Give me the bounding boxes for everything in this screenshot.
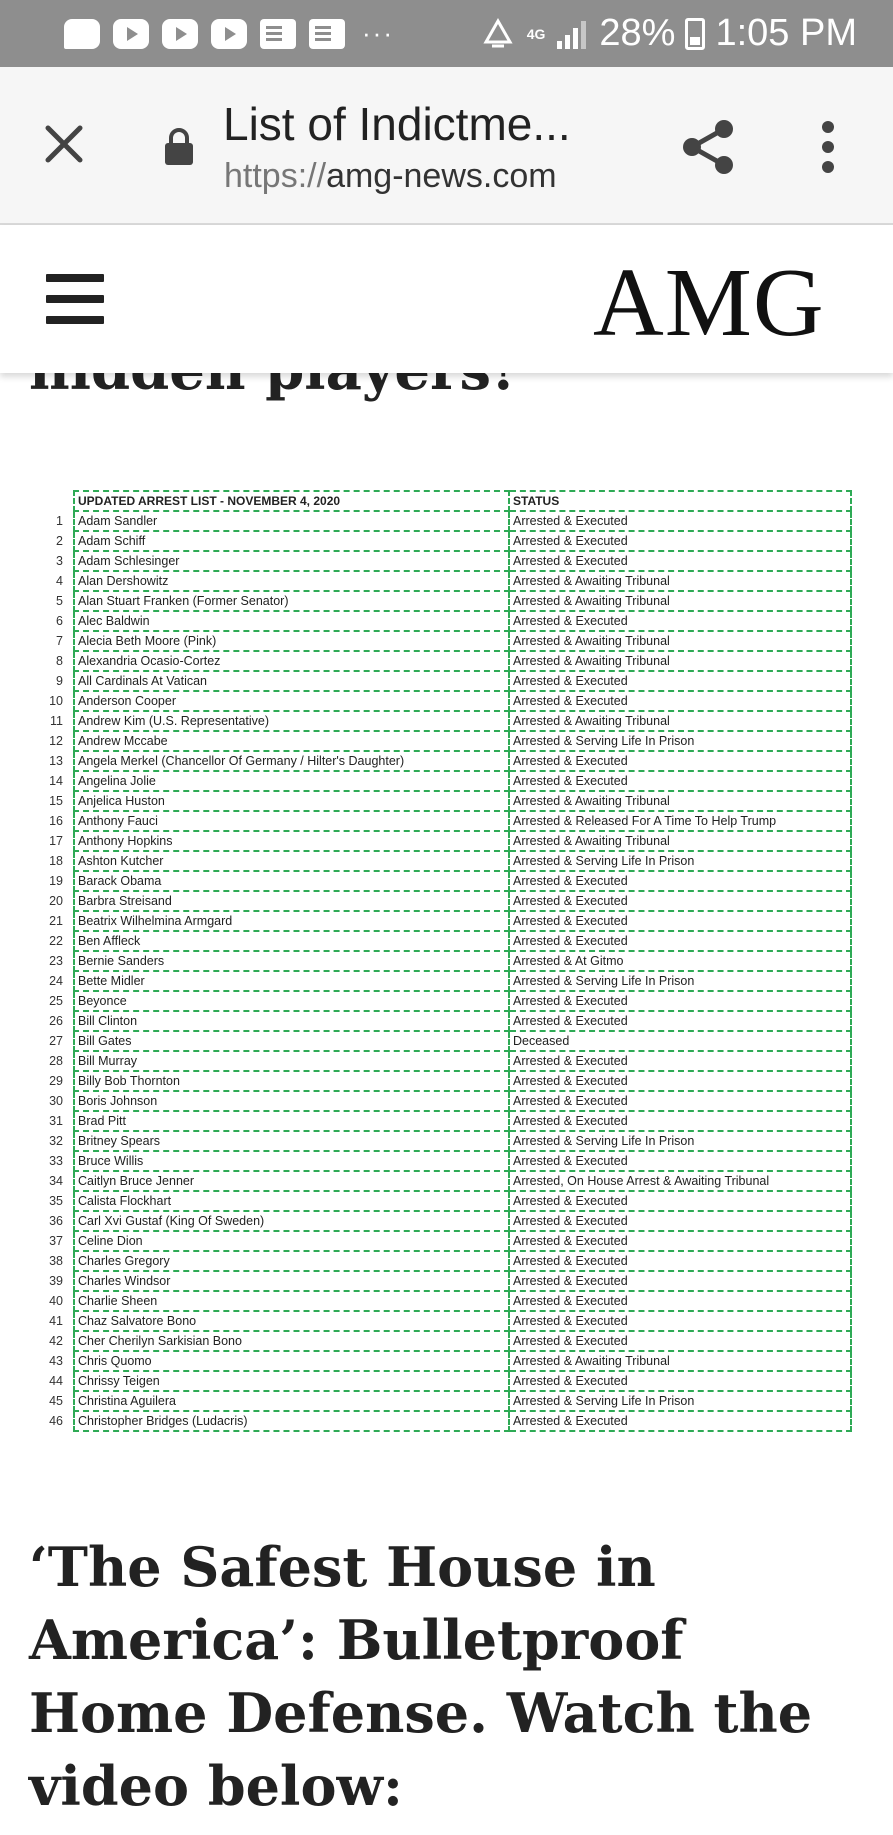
- table-row: [32, 511, 851, 531]
- row-status: Arrested & Executed: [509, 1311, 851, 1331]
- table-row: [32, 991, 851, 1011]
- article-heading: ‘The Safest House in America’: Bulletproof Home Defense. Watch the video below:: [29, 1535, 813, 1818]
- row-status: Arrested & Executed: [509, 1231, 851, 1251]
- row-name: Andrew Kim (U.S. Representative): [74, 711, 509, 731]
- row-name: Bill Gates: [74, 1031, 509, 1051]
- row-status: Arrested & Awaiting Tribunal: [509, 651, 851, 671]
- lock-icon: [162, 127, 196, 167]
- row-name: Celine Dion: [74, 1231, 509, 1251]
- row-name: Carl Xvi Gustaf (King Of Sweden): [74, 1211, 509, 1231]
- row-name: Beatrix Wilhelmina Armgard: [74, 911, 509, 931]
- row-status: Arrested & At Gitmo: [509, 951, 851, 971]
- row-name: Anthony Fauci: [74, 811, 509, 831]
- row-status: Arrested & Executed: [509, 1151, 851, 1171]
- row-status: Arrested & Awaiting Tribunal: [509, 1351, 851, 1371]
- row-number: 36: [49, 1214, 63, 1228]
- row-number: 14: [49, 774, 63, 788]
- row-name: Bette Midler: [74, 971, 509, 991]
- table-row: [32, 1331, 851, 1351]
- row-name: Barbra Streisand: [74, 891, 509, 911]
- row-name: Britney Spears: [74, 1131, 509, 1151]
- row-name: Ashton Kutcher: [74, 851, 509, 871]
- table-row: [32, 571, 851, 591]
- table-row: [32, 1031, 851, 1051]
- row-name: Anderson Cooper: [74, 691, 509, 711]
- row-number: 29: [49, 1074, 63, 1088]
- row-number: 43: [49, 1354, 63, 1368]
- site-logo[interactable]: AMG: [593, 249, 825, 357]
- battery-percent: 28%: [599, 12, 676, 54]
- row-number: 31: [49, 1114, 63, 1128]
- table-row: [32, 1011, 851, 1031]
- row-name: Adam Schlesinger: [74, 551, 509, 571]
- row-number: 8: [56, 654, 63, 668]
- row-status: Arrested & Executed: [509, 871, 851, 891]
- row-number: 32: [49, 1134, 63, 1148]
- row-number: 28: [49, 1054, 63, 1068]
- row-status: Arrested & Serving Life In Prison: [509, 851, 851, 871]
- system-status: [479, 0, 857, 67]
- row-number: 39: [49, 1274, 63, 1288]
- row-status: Arrested & Awaiting Tribunal: [509, 571, 851, 591]
- row-status: Arrested & Executed: [509, 1251, 851, 1271]
- row-status: Arrested & Executed: [509, 991, 851, 1011]
- row-status: Arrested & Executed: [509, 931, 851, 951]
- row-name: Alexandria Ocasio-Cortez: [74, 651, 509, 671]
- row-status: Arrested & Executed: [509, 771, 851, 791]
- table-row: [32, 551, 851, 571]
- row-number: 46: [49, 1414, 63, 1428]
- row-number: 7: [56, 634, 63, 648]
- table-row: [32, 771, 851, 791]
- youtube-icon: [211, 19, 247, 49]
- row-name: Angelina Jolie: [74, 771, 509, 791]
- row-status: Arrested & Executed: [509, 1011, 851, 1031]
- table-row: [32, 971, 851, 991]
- table-row: [32, 811, 851, 831]
- status-bar: [0, 0, 893, 67]
- row-name: Ben Affleck: [74, 931, 509, 951]
- row-name: Charles Gregory: [74, 1251, 509, 1271]
- row-status: Arrested & Executed: [509, 1111, 851, 1131]
- table-row: [32, 1091, 851, 1111]
- row-status: Arrested & Executed: [509, 1291, 851, 1311]
- row-status: Arrested & Awaiting Tribunal: [509, 631, 851, 651]
- row-name: Anthony Hopkins: [74, 831, 509, 851]
- row-number: 16: [49, 814, 63, 828]
- row-name: Bruce Willis: [74, 1151, 509, 1171]
- row-status: Arrested & Executed: [509, 1331, 851, 1351]
- row-status: Arrested & Executed: [509, 751, 851, 771]
- arrest-list-table: [32, 490, 852, 1432]
- row-status: Arrested & Executed: [509, 891, 851, 911]
- row-status: Arrested & Executed: [509, 1411, 851, 1431]
- row-name: Bill Murray: [74, 1051, 509, 1071]
- row-status: Arrested & Executed: [509, 551, 851, 571]
- row-number: 19: [49, 874, 63, 888]
- news-icon: [309, 19, 345, 49]
- row-status: Arrested & Serving Life In Prison: [509, 1391, 851, 1411]
- chat-icon: [64, 19, 100, 49]
- row-name: Caitlyn Bruce Jenner: [74, 1171, 509, 1191]
- row-number: 30: [49, 1094, 63, 1108]
- row-name: Calista Flockhart: [74, 1191, 509, 1211]
- row-status: Arrested & Executed: [509, 511, 851, 531]
- row-status: Arrested & Executed: [509, 611, 851, 631]
- table-row: [32, 531, 851, 551]
- row-status: Arrested & Serving Life In Prison: [509, 731, 851, 751]
- youtube-icon: [113, 19, 149, 49]
- table-row: [32, 1271, 851, 1291]
- table-row: [32, 631, 851, 651]
- notification-icons: [64, 18, 394, 49]
- table-row: [32, 651, 851, 671]
- table-row: [32, 851, 851, 871]
- table-row: [32, 951, 851, 971]
- row-name: Adam Schiff: [74, 531, 509, 551]
- url-host: amg-news.com: [326, 157, 557, 195]
- table-row: [32, 1311, 851, 1331]
- row-status: Arrested & Executed: [509, 1211, 851, 1231]
- row-name: Charlie Sheen: [74, 1291, 509, 1311]
- more-vert-icon[interactable]: [816, 119, 840, 175]
- row-name: Cher Cherilyn Sarkisian Bono: [74, 1331, 509, 1351]
- table-row: [32, 1071, 851, 1091]
- table-row: [32, 1191, 851, 1211]
- row-name: Alan Stuart Franken (Former Senator): [74, 591, 509, 611]
- hamburger-menu-icon[interactable]: [46, 274, 106, 324]
- row-name: Charles Windsor: [74, 1271, 509, 1291]
- row-name: Alecia Beth Moore (Pink): [74, 631, 509, 651]
- table-row: [32, 1371, 851, 1391]
- row-status: Arrested & Released For A Time To Help Trump: [509, 811, 851, 831]
- row-status: Arrested & Serving Life In Prison: [509, 971, 851, 991]
- row-name: Chrissy Teigen: [74, 1371, 509, 1391]
- signal-icon: [555, 19, 589, 49]
- row-number: 24: [49, 974, 63, 988]
- row-number: [32, 491, 74, 511]
- row-status: Arrested & Executed: [509, 1191, 851, 1211]
- network-type-label: 4G: [526, 25, 546, 42]
- table-row: [32, 1131, 851, 1151]
- row-status: Arrested & Executed: [509, 1271, 851, 1291]
- row-number: 23: [49, 954, 63, 968]
- row-name: Anjelica Huston: [74, 791, 509, 811]
- row-number: 22: [49, 934, 63, 948]
- table-row: [32, 1231, 851, 1251]
- table-row: [32, 1291, 851, 1311]
- table-row: [32, 1211, 851, 1231]
- row-name: All Cardinals At Vatican: [74, 671, 509, 691]
- row-status: Arrested & Awaiting Tribunal: [509, 591, 851, 611]
- row-number: 34: [49, 1174, 63, 1188]
- close-icon[interactable]: [42, 122, 86, 166]
- table-row: [32, 1171, 851, 1191]
- youtube-icon: [162, 19, 198, 49]
- row-number: 3: [56, 554, 63, 568]
- table-row: [32, 791, 851, 811]
- row-status: Arrested & Executed: [509, 1371, 851, 1391]
- row-status: Arrested, On House Arrest & Awaiting Tribunal: [509, 1171, 851, 1191]
- row-number: 35: [49, 1194, 63, 1208]
- table-row: [32, 1391, 851, 1411]
- recycle-icon: [479, 18, 517, 50]
- row-number: 41: [49, 1314, 63, 1328]
- table-row: [32, 831, 851, 851]
- row-status: Arrested & Serving Life In Prison: [509, 1131, 851, 1151]
- table-row: [32, 611, 851, 631]
- header-name: UPDATED ARREST LIST - NOVEMBER 4, 2020: [74, 491, 509, 511]
- row-number: 13: [49, 754, 63, 768]
- row-number: 12: [49, 734, 63, 748]
- page-title: List of Indictme...: [223, 98, 571, 150]
- table-row: [32, 1111, 851, 1131]
- row-name: Barack Obama: [74, 871, 509, 891]
- row-name: Chaz Salvatore Bono: [74, 1311, 509, 1331]
- row-number: 18: [49, 854, 63, 868]
- table-row: [32, 731, 851, 751]
- row-name: Adam Sandler: [74, 511, 509, 531]
- header-status: STATUS: [509, 491, 851, 511]
- table-row: [32, 711, 851, 731]
- row-status: Arrested & Executed: [509, 911, 851, 931]
- row-status: Arrested & Awaiting Tribunal: [509, 831, 851, 851]
- row-name: Alec Baldwin: [74, 611, 509, 631]
- row-number: 15: [49, 794, 63, 808]
- table-row: [32, 871, 851, 891]
- row-name: Bernie Sanders: [74, 951, 509, 971]
- row-status: Arrested & Executed: [509, 691, 851, 711]
- row-status: Arrested & Executed: [509, 1091, 851, 1111]
- clock: 1:05 PM: [715, 12, 857, 54]
- row-name: Christina Aguilera: [74, 1391, 509, 1411]
- row-number: 25: [49, 994, 63, 1008]
- row-number: 45: [49, 1394, 63, 1408]
- more-notifications-icon: ···: [362, 18, 394, 48]
- arrest-list-image: [32, 490, 852, 1432]
- table-row: [32, 1351, 851, 1371]
- row-status: Arrested & Executed: [509, 531, 851, 551]
- row-number: 33: [49, 1154, 63, 1168]
- row-number: 37: [49, 1234, 63, 1248]
- row-name: Brad Pitt: [74, 1111, 509, 1131]
- row-number: 1: [56, 514, 63, 528]
- url-scheme: https://: [224, 157, 327, 195]
- row-number: 6: [56, 614, 63, 628]
- row-name: Boris Johnson: [74, 1091, 509, 1111]
- row-name: Beyonce: [74, 991, 509, 1011]
- table-row: [32, 591, 851, 611]
- site-header: [0, 225, 893, 373]
- row-number: 17: [49, 834, 63, 848]
- row-number: 40: [49, 1294, 63, 1308]
- article-content: [0, 373, 893, 1835]
- row-number: 5: [56, 594, 63, 608]
- share-icon[interactable]: [680, 117, 736, 177]
- row-status: Arrested & Awaiting Tribunal: [509, 711, 851, 731]
- row-number: 21: [49, 914, 63, 928]
- row-number: 9: [56, 674, 63, 688]
- row-number: 27: [49, 1034, 63, 1048]
- row-number: 4: [56, 574, 63, 588]
- row-name: Chris Quomo: [74, 1351, 509, 1371]
- battery-icon: [685, 18, 705, 50]
- row-number: 2: [56, 534, 63, 548]
- row-number: 11: [50, 714, 63, 728]
- table-row: [32, 1051, 851, 1071]
- row-number: 26: [49, 1014, 63, 1028]
- row-name: Christopher Bridges (Ludacris): [74, 1411, 509, 1431]
- table-row: [32, 1251, 851, 1271]
- table-row: [32, 671, 851, 691]
- row-name: Angela Merkel (Chancellor Of Germany / Hilter's Daughter): [74, 751, 509, 771]
- table-row: [32, 751, 851, 771]
- row-number: 44: [49, 1374, 63, 1388]
- row-status: Arrested & Executed: [509, 671, 851, 691]
- page-url[interactable]: [224, 157, 557, 196]
- news-icon: [260, 19, 296, 49]
- row-number: 42: [49, 1334, 63, 1348]
- row-name: Billy Bob Thornton: [74, 1071, 509, 1091]
- row-status: Arrested & Executed: [509, 1071, 851, 1091]
- row-status: Arrested & Executed: [509, 1051, 851, 1071]
- table-row: [32, 691, 851, 711]
- table-row: [32, 931, 851, 951]
- table-row: [32, 1411, 851, 1431]
- row-number: 38: [49, 1254, 63, 1268]
- table-row: [32, 911, 851, 931]
- row-name: Alan Dershowitz: [74, 571, 509, 591]
- row-number: 20: [49, 894, 63, 908]
- table-row: [32, 891, 851, 911]
- table-row: [32, 1151, 851, 1171]
- table-header-row: [32, 491, 851, 511]
- row-name: Andrew Mccabe: [74, 731, 509, 751]
- browser-toolbar: [0, 67, 893, 225]
- row-status: Deceased: [509, 1031, 851, 1051]
- row-number: 10: [49, 694, 63, 708]
- row-status: Arrested & Awaiting Tribunal: [509, 791, 851, 811]
- row-name: Bill Clinton: [74, 1011, 509, 1031]
